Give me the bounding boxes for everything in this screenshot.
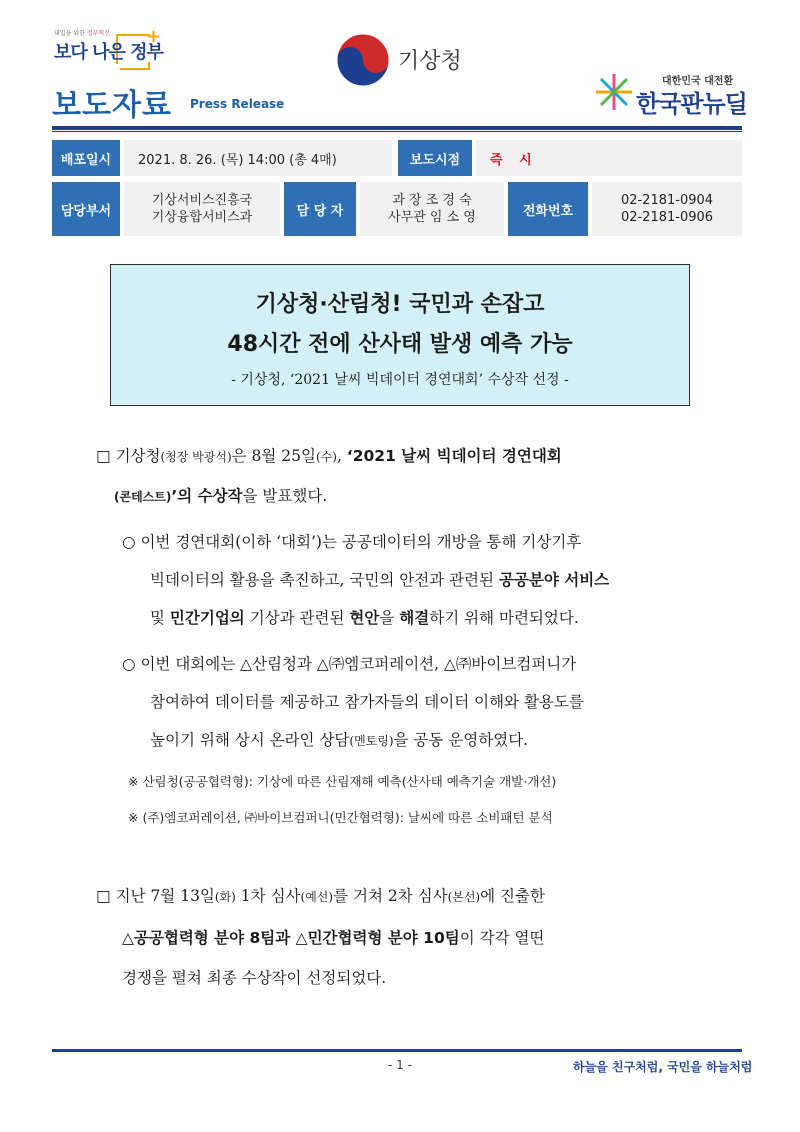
doc-type-subtitle: Press Release [190,97,285,111]
bullet-2-line-2: 참여하여 데이터를 제공하고 참가자들의 데이터 이해와 활용도를 [150,693,584,711]
contact-label: 담 당 자 [284,182,356,236]
note-2: ※ (주)엠코퍼레이션, ㈜바이브컴퍼니(민간협력형): 날씨에 따른 소비패턴 분석 [128,810,553,825]
new-deal-star-icon [594,72,634,112]
agency-name: 기상청 [398,49,462,74]
header-divider [52,131,742,132]
page-number: - 1 - [388,1058,412,1072]
contact-value: 과 장 조 경 숙 사무관 임 소 영 [360,182,504,236]
phone-label: 전화번호 [508,182,588,236]
embargo-value: 즉 시 [476,140,742,176]
section-2-line-3: 경쟁을 펼쳐 최종 수상작이 선정되었다. [122,969,387,987]
gov-innovation-logo [54,28,164,74]
headline-subtitle: - 기상청, ‘2021 날씨 빅데이터 경연대회’ 수상작 선정 - [231,372,569,388]
release-date-value: 2021. 8. 26. (목) 14:00 (총 4매) [124,140,392,176]
headline-line-1: 기상청·산림청! 국민과 손잡고 [255,292,545,317]
embargo-label: 보도시점 [398,140,472,176]
new-deal-title: 한국판뉴딜 [636,90,747,118]
gov-slogan: 보다 나은 정부 [54,42,163,63]
phone-value: 02-2181-0904 02-2181-0906 [592,182,742,236]
bullet-1-line-2: 빅데이터의 활용을 촉진하고, 국민의 안전과 관련된 공공분야 서비스 [150,571,610,589]
section-1-line-1: □ 기상청(청장 박광석)은 8월 25일(수), ‘2021 날씨 빅데이터 경연대회 [96,447,562,465]
new-deal-subtitle: 대한민국 대전환 [662,76,734,87]
dept-value: 기상서비스진흥국 기상융합서비스과 [124,182,280,236]
bullet-1-line-3: 및 민간기업의 기상과 관련된 현안을 해결하기 위해 마련되었다. [150,609,579,627]
footer-divider [52,1049,742,1052]
gov-tagline: 내일을 위한 정부혁신 [54,30,110,37]
plus-icon: + [146,26,162,47]
release-date-label: 배포일시 [52,140,120,176]
note-1: ※ 산림청(공공협력형): 기상에 따른 산림재해 예측(산사태 예측기술 개발·개선) [128,774,557,789]
footer-slogan: 하늘을 친구처럼, 국민을 하늘처럼 [573,1060,753,1074]
headline-box [110,264,690,406]
kma-taegeuk-logo-icon [335,32,391,88]
section-2-line-1: □ 지난 7월 13일(화) 1차 심사(예선)를 거쳐 2차 심사(본선)에 진출한 [96,887,545,905]
section-1-line-2: (콘테스트)’의 수상작을 발표했다. [114,487,328,505]
section-2-line-2: △공공협력형 분야 8팀과 △민간협력형 분야 10팀이 각각 열띤 [122,929,545,947]
bullet-1-line-1: ○ 이번 경연대회(이하 ‘대회’)는 공공데이터의 개방을 통해 기상기후 [122,533,582,551]
dept-label: 담당부서 [52,182,120,236]
bullet-2-line-1: ○ 이번 대회에는 △산림청과 △㈜엠코퍼레이션, △㈜바이브컴퍼니가 [122,655,577,673]
headline-line-2: 48시간 전에 산사태 발생 예측 가능 [227,332,573,357]
header-divider [52,126,742,130]
doc-type-title: 보도자료 [52,88,172,123]
bullet-2-line-3: 높이기 위해 상시 온라인 상담(멘토링)을 공동 운영하였다. [150,731,529,749]
